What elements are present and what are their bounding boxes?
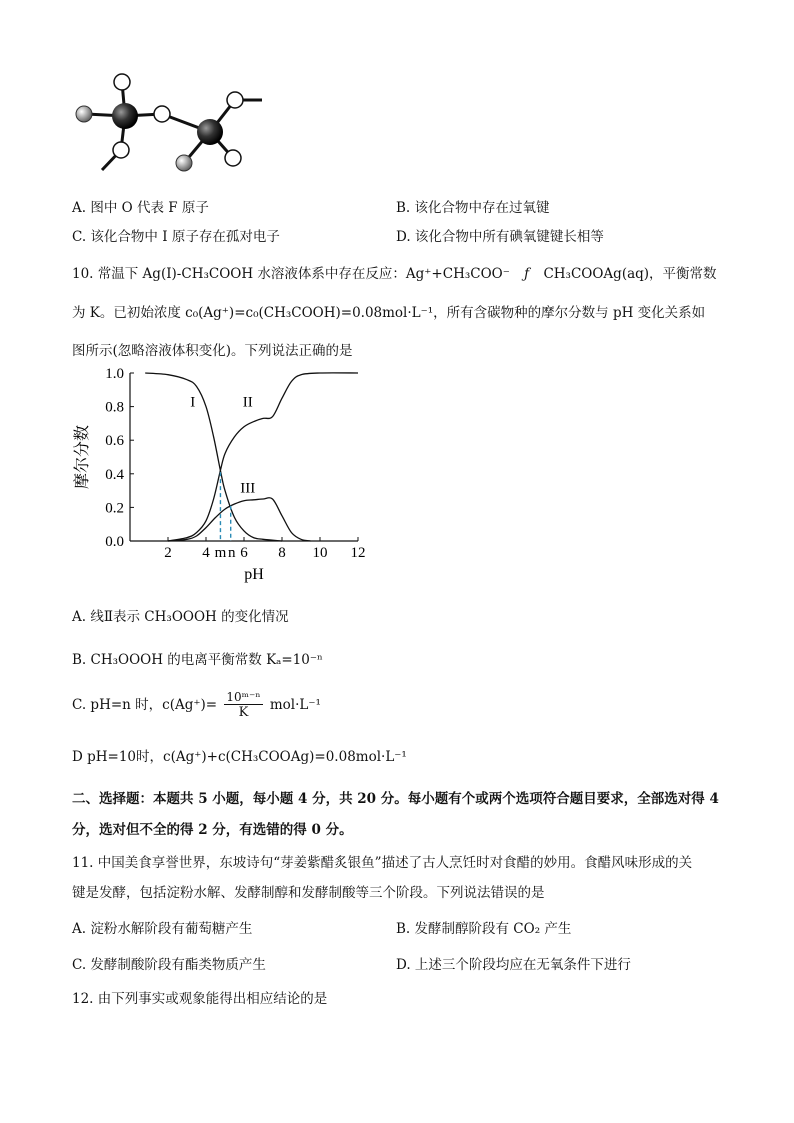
- y-tick-label: 0.8: [105, 399, 124, 416]
- atom-o-top: [114, 74, 130, 90]
- q11-stem-line1: 11. 中国美食享誉世界，东坡诗句“芽姜紫醋炙银鱼”描述了古人烹饪时对食醋的妙用。食醋风味形成的关: [72, 855, 693, 871]
- q10-stem-line3: 图所示(忽略溶液体积变化)。下列说法正确的是: [72, 343, 353, 359]
- equilibrium-symbol: ƒ: [524, 266, 530, 282]
- q11-option-d: D. 上述三个阶段均应在无氧条件下进行: [396, 957, 631, 973]
- q9-option-a: A. 图中 O 代表 F 原子: [72, 200, 209, 216]
- x-mark-n: n: [227, 545, 236, 561]
- section2-line2: 分，选对但不全的得 2 分，有选错的得 0 分。: [72, 822, 353, 838]
- atom-i-left: [112, 103, 138, 129]
- chart-ticks: [72, 366, 366, 583]
- fraction-denominator: K: [238, 705, 249, 720]
- q10-stem-part-a: 10. 常温下 Ag(Ⅰ)-CH₃COOH 水溶液体系中存在反应：Ag⁺+CH₃COO⁻: [72, 266, 510, 282]
- x-mark-m: m: [214, 545, 227, 561]
- q9-option-b: B. 该化合物中存在过氧键: [396, 200, 550, 216]
- q10-option-d: D pH=10时，c(Ag⁺)+c(CH₃COOAg)=0.08mol·L⁻¹: [72, 749, 407, 765]
- atom-o-upper-right: [227, 92, 243, 108]
- atom-o-bottom: [113, 142, 129, 158]
- series-line-II: [168, 373, 358, 541]
- atom-f-bottom: [176, 155, 192, 171]
- x-tick-label: 4: [202, 545, 210, 561]
- q10-stem-line2: 为 K。已初始浓度 c₀(Ag⁺)=c₀(CH₃COOH)=0.08mol·L⁻¹，所有含碳物种的摩尔分数与 pH 变化关系如: [72, 305, 706, 321]
- q10-option-c-prefix: C. pH=n 时，c(Ag⁺)=: [72, 697, 218, 713]
- series-label-I: I: [190, 394, 196, 411]
- x-tick-label: 8: [278, 545, 286, 561]
- q10-option-b: B. CH₃OOOH 的电离平衡常数 Kₐ=10⁻ⁿ: [72, 652, 323, 668]
- series-line-III: [168, 498, 311, 541]
- q12-stem: 12. 由下列事实或观象能得出相应结论的是: [72, 991, 328, 1007]
- x-tick-label: 6: [240, 545, 248, 561]
- x-axis-title: pH: [244, 566, 264, 583]
- q11-option-c: C. 发酵制酸阶段有酯类物质产生: [72, 957, 266, 973]
- q11-option-b: B. 发酵制醇阶段有 CO₂ 产生: [396, 921, 572, 937]
- fraction-numerator: 10ᵐ⁻ⁿ: [226, 690, 261, 704]
- y-tick-label: 0.4: [105, 466, 124, 483]
- series-label-III: III: [240, 480, 256, 497]
- mole-fraction-chart: [70, 360, 380, 590]
- molecule-figure: [70, 70, 270, 180]
- y-tick-label: 0.2: [105, 500, 124, 517]
- x-tick-label: 10: [312, 545, 328, 561]
- y-tick-label: 1.0: [105, 366, 124, 382]
- q10-stem-line1: [72, 262, 717, 282]
- q9-option-c: C. 该化合物中 I 原子存在孤对电子: [72, 229, 280, 245]
- atom-f-left: [76, 106, 92, 122]
- atom-o-bridge: [154, 106, 170, 122]
- x-tick-label: 12: [350, 545, 366, 561]
- q9-option-d: D. 该化合物中所有碘氧键键长相等: [396, 229, 604, 245]
- y-axis-title: 摩尔分数: [72, 424, 91, 490]
- q10-option-c-unit: mol·L⁻¹: [269, 697, 321, 713]
- q11-option-a: A. 淀粉水解阶段有葡萄糖产生: [72, 921, 253, 937]
- q10-option-c-fraction: [224, 690, 262, 721]
- section2-line1: 二、选择题：本题共 5 小题，每小题 4 分，共 20 分。每小题有个或两个选项符合题目要求，全部选对得 4: [72, 791, 719, 807]
- series-label-II: II: [242, 394, 253, 411]
- x-tick-label: 2: [164, 545, 172, 561]
- q10-option-a: A. 线Ⅱ表示 CH₃OOOH 的变化情况: [72, 609, 289, 625]
- y-tick-label: 0.0: [105, 534, 124, 550]
- series-line-I: [145, 373, 282, 541]
- atom-o-lower-right: [225, 150, 241, 166]
- y-tick-label: 0.6: [105, 433, 124, 450]
- atom-i-right: [197, 119, 223, 145]
- q11-stem-line2: 键是发酵，包括淀粉水解、发酵制醇和发酵制酸等三个阶段。下列说法错误的是: [72, 885, 545, 901]
- q10-stem-part-b: CH₃COOAg(aq)，平衡常数: [543, 266, 717, 282]
- q10-option-c: [72, 690, 321, 721]
